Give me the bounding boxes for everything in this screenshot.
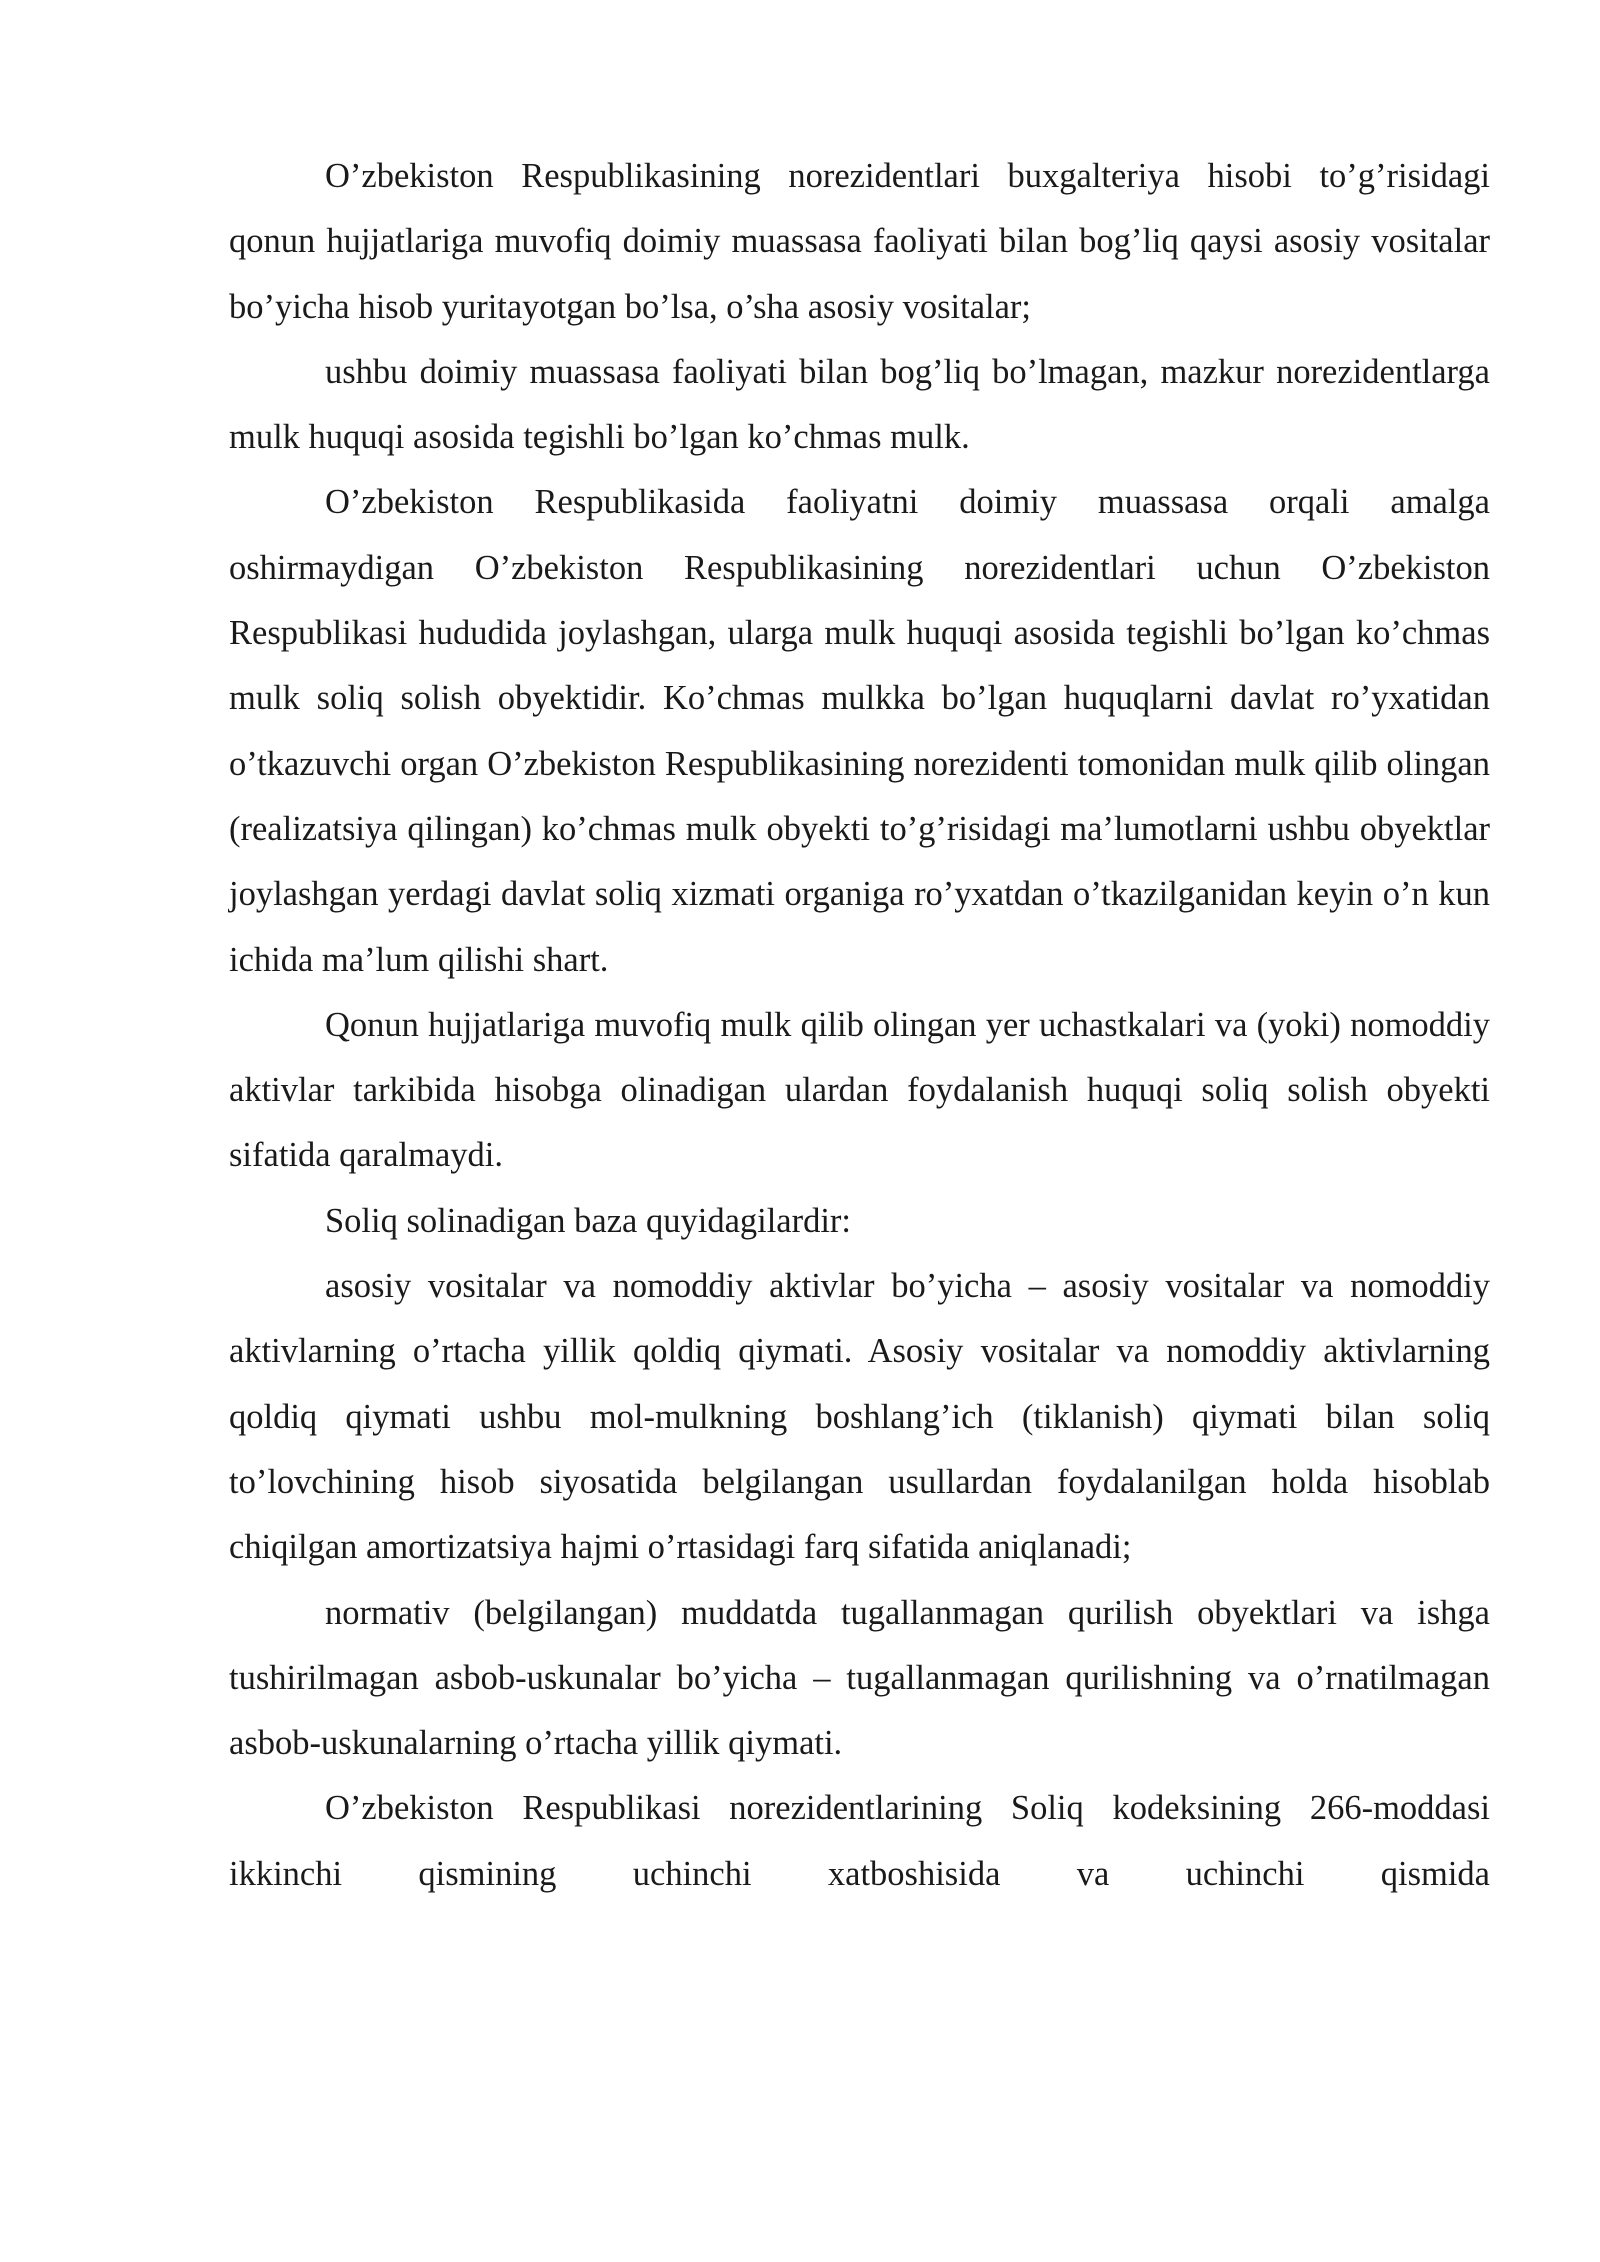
document-body: [229, 144, 1490, 1907]
paragraph-1: O’zbekiston Respublikasining norezidentlari buxgalteriya hisobi to’g’risidagi qonun hujjatlariga muvofiq doimiy muassasa faoliyati bilan bog’liq qaysi asosiy vositalar bo’yicha hisob yuritayotgan bo’lsa, o’sha asosiy vositalar;: [229, 157, 1490, 326]
paragraph-8: O’zbekiston Respublikasi norezidentlarining Soliq kodeksining 266-moddasi ikkinchi qismining uchinchi xatboshisida va uchinchi qismida: [229, 1789, 1490, 1893]
paragraph-2: ushbu doimiy muassasa faoliyati bilan bog’liq bo’lmagan, mazkur norezidentlarga mulk huquqi asosida tegishli bo’lgan ko’chmas mulk.: [229, 352, 1490, 457]
paragraph-4: Qonun hujjatlariga muvofiq mulk qilib olingan yer uchastkalari va (yoki) nomoddiy aktivlar tarkibida hisobga olinadigan ulardan foydalanish huquqi soliq solish obyekti sifatida qaralmaydi.: [229, 1005, 1490, 1175]
paragraph-7: normativ (belgilangan) muddatda tugallanmagan qurilish obyektlari va ishga tushirilmagan asbob-uskunalar bo’yicha – tugallanmagan qurilishning va o’rnatilmagan asbob-uskunalarning o’rtacha yillik qiymati.: [229, 1593, 1490, 1763]
paragraph-5: Soliq solinadigan baza quyidagilardir:: [325, 1201, 852, 1240]
paragraph-3: O’zbekiston Respublikasida faoliyatni doimiy muassasa orqali amalga oshirmaydigan O’zbekiston Respublikasining norezidentlari uchun O’zbekiston Respublikasi hududida joylashgan, ularga mulk huquqi asosida tegishli bo’lgan ko’chmas mulk soliq solish obyektidir. Ko’chmas mulkka bo’lgan huquqlarni davlat ro’yxatidan o’tkazuvchi organ O’zbekiston Respublikasining norezidenti tomonidan mulk qilib olingan (realizatsiya qilingan) ko’chmas mulk obyekti to’g’risidagi ma’lumotlarni ushbu obyektlar joylashgan yerdagi davlat soliq xizmati organiga ro’yxatdan o’tkazilganidan keyin o’n kun ichida ma’lum qilishi shart.: [229, 483, 1490, 979]
paragraph-6: asosiy vositalar va nomoddiy aktivlar bo’yicha – asosiy vositalar va nomoddiy aktivlarning o’rtacha yillik qoldiq qiymati. Asosiy vositalar va nomoddiy aktivlarning qoldiq qiymati ushbu mol-mulkning boshlang’ich (tiklanish) qiymati bilan soliq to’lovchining hisob siyosatida belgilangan usullardan foydalanilgan holda hisoblab chiqilgan amortizatsiya hajmi o’rtasidagi farq sifatida aniqlanadi;: [229, 1267, 1490, 1567]
